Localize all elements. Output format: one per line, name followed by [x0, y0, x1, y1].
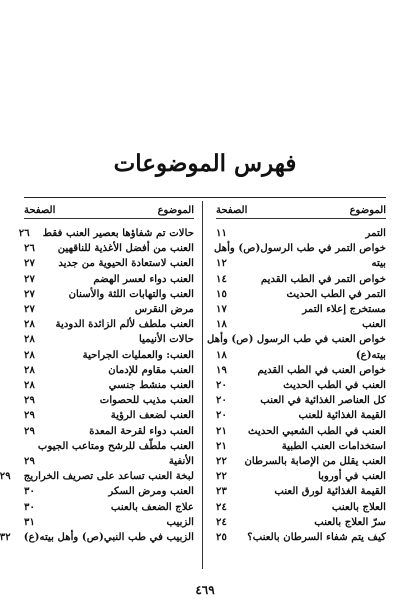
toc-entry [216, 256, 386, 271]
toc-entry [24, 484, 194, 499]
toc-entry-topic: العنب في أوروبا [318, 470, 386, 483]
toc-entry-page: ٢٨ [24, 363, 35, 376]
toc-entry-topic: العنب: والعمليات الجراحية [82, 348, 194, 361]
toc-entry [24, 287, 194, 302]
toc-entry [24, 378, 194, 393]
toc-entry [216, 363, 386, 378]
toc-entry [0, 469, 194, 484]
toc-entry-topic: العنب دواء لقرحة المعدة [89, 424, 194, 437]
toc-entry-topic: حالات تم شفاؤها بعصير العنب فقط [42, 227, 194, 239]
toc-entry-topic: سرّ العلاج بالعنب [314, 515, 386, 528]
toc-entry [24, 348, 194, 363]
toc-entry-topic: العنب والتهابات اللثة والأسنان [68, 287, 194, 300]
toc-entry [207, 332, 386, 347]
toc-entry-page: ٢١ [216, 439, 227, 452]
toc-entry-page: ١٤ [216, 272, 227, 285]
toc-entry-topic: الزبيب في طب النبي(ص) وأهل بيته(ع) [23, 531, 194, 544]
toc-entry [216, 424, 386, 439]
toc-entry-topic: القيمة الغذائية لورق العنب [274, 485, 386, 498]
toc-entry [24, 424, 194, 439]
toc-entry-page: ٢٨ [24, 318, 35, 331]
toc-entry-page: ٢١ [216, 424, 227, 437]
toc-entry-page: ١٧ [216, 303, 227, 316]
toc-entry-page: ١٨ [216, 348, 227, 361]
toc-entry-topic: بيته(ع) [355, 348, 386, 361]
toc-entry-topic: كل العناصر الغذائية في العنب [260, 394, 386, 407]
toc-entry-page: ٢٠ [216, 409, 227, 422]
column-divider [202, 201, 203, 569]
toc-entry-topic: العنب دواء لعسر الهضم [93, 272, 194, 285]
toc-entry [216, 469, 386, 484]
toc-entry-topic: الأنفية [168, 455, 194, 468]
page-header: الصفحة [24, 205, 56, 216]
toc-entry [0, 530, 194, 545]
toc-entry-topic: مستخرج إعلاء التمر [302, 303, 386, 316]
toc-entry [24, 500, 194, 515]
toc-entry-page: ٢٠ [216, 379, 227, 392]
toc-entry-page: ١٩ [216, 363, 227, 376]
toc-entry [216, 272, 386, 287]
toc-list-left [0, 226, 194, 545]
toc-entry-page: ٢٩ [24, 455, 35, 468]
toc-entry [24, 256, 194, 271]
toc-entry [216, 530, 386, 545]
toc-entry-topic: التمر [365, 227, 386, 239]
toc-entry-page: ٢٧ [24, 272, 35, 285]
toc-entry-topic: علاج الضعف بالعنب [110, 500, 194, 513]
toc-entry [216, 241, 386, 256]
toc-entry-topic: العنب في الطب الشعبي الحديث [248, 424, 386, 437]
toc-entry-page: ٢٩ [24, 424, 35, 437]
toc-entry [24, 332, 194, 347]
toc-entry [216, 454, 386, 469]
toc-entry-topic: كيف يتم شفاء السرطان بالعنب؟ [247, 531, 386, 544]
toc-entry-page: ٢٢ [216, 470, 227, 483]
toc-list-right [207, 226, 386, 545]
toc-entry-topic: العنب لاستعادة الحيوية من جديد [58, 257, 194, 270]
toc-entry-topic: العنب في الطب الحديث [283, 379, 386, 392]
toc-entry [24, 393, 194, 408]
toc-entry-page: ٢٧ [24, 287, 35, 300]
toc-entry-page: ٢٨ [24, 333, 35, 346]
toc-entry-page: ٢٢ [216, 455, 227, 468]
toc-entry [18, 226, 194, 241]
toc-entry-topic: العنب مقاوم للإدمان [108, 363, 194, 376]
toc-entry-topic: خواص العنب في طب الرسول (ص) وأهل [207, 333, 386, 346]
toc-entry-page: ٢٦ [24, 242, 35, 255]
page-title: فهرس الموضوعات [113, 150, 297, 177]
header-rule [24, 197, 386, 198]
toc-entry-topic: العنب مذيب للحصوات [99, 394, 194, 407]
toc-entry-page: ٣٢ [0, 531, 11, 544]
toc-entry-page: ١٢ [216, 257, 227, 270]
toc-entry-page: ٢٨ [24, 348, 35, 361]
toc-entry-topic: بيته [371, 257, 386, 270]
toc-entry [24, 241, 194, 256]
column-header [24, 202, 194, 219]
toc-entry [24, 272, 194, 287]
toc-entry-page: ٢٧ [24, 303, 35, 316]
toc-entry-page: ٢٧ [24, 257, 35, 270]
toc-entry-topic: خواص التمر في الطب القديم [260, 272, 386, 285]
toc-entry [24, 454, 194, 469]
toc-entry-page: ٢٠ [216, 394, 227, 407]
toc-entry [216, 500, 386, 515]
toc-entry [24, 317, 194, 332]
topic-header: الموضوع [157, 205, 194, 216]
toc-entry-page: ٢٩ [24, 394, 35, 407]
toc-entry [24, 408, 194, 423]
toc-entry-topic: العنب لضعف الرؤية [110, 409, 194, 422]
toc-entry-page: ١١ [216, 227, 227, 239]
toc-entry-topic: العنب ملطف لألم الزائدة الدودية [55, 318, 194, 331]
toc-entry-topic: العلاج بالعنب [331, 500, 386, 513]
toc-entry-topic: العنب من أفضل الأغذية للناقهين [57, 242, 194, 255]
toc-entry-page: ٢٨ [24, 379, 35, 392]
toc-entry-page: ٣١ [24, 515, 35, 528]
toc-entry [216, 302, 386, 317]
toc-entry-page: ٣٠ [24, 485, 35, 498]
toc-column-right [207, 202, 386, 545]
column-header [216, 202, 386, 219]
toc-entry [216, 515, 386, 530]
toc-entry-topic: العنب يقلل من الإصابة بالسرطان [244, 455, 386, 468]
toc-entry-page: ٢٥ [216, 531, 227, 544]
toc-entry-page: ٢٤ [216, 500, 227, 513]
toc-entry-page: ٢٩ [24, 409, 35, 422]
toc-entry [216, 378, 386, 393]
toc-entry-page: ٢٤ [216, 515, 227, 528]
toc-entry [24, 439, 194, 454]
toc-entry-topic: خواص العنب في الطب القديم [257, 363, 386, 376]
toc-entry-topic: العنب ومرض السكر [108, 485, 194, 498]
toc-entry-page: ١٥ [216, 287, 227, 300]
toc-entry-page: ٣٠ [24, 500, 35, 513]
toc-entry-topic: لبخة العنب تساعد على تصريف الخراريج [23, 470, 194, 483]
toc-entry-topic: القيمة الغذائية للعنب [298, 409, 386, 422]
toc-entry-topic: حالات الأنيميا [139, 333, 194, 346]
toc-entry-page: ٢٣ [216, 485, 227, 498]
toc-entry [216, 408, 386, 423]
page-header: الصفحة [216, 205, 248, 216]
toc-entry-topic: مرض النقرس [134, 303, 194, 316]
toc-entry-page: ٢٦ [18, 227, 30, 239]
toc-entry-topic: العنب ملطّف للرشح ومتاعب الجيوب [37, 439, 194, 452]
toc-entry-topic: التمر في الطب الحديث [286, 287, 386, 300]
toc-entry [216, 226, 386, 241]
toc-entry [216, 484, 386, 499]
toc-entry-topic: الزبيب [166, 515, 194, 528]
page-number: ٤٦٩ [195, 583, 215, 597]
toc-entry [216, 287, 386, 302]
toc-entry [24, 363, 194, 378]
toc-entry [216, 348, 386, 363]
toc-entry-topic: العنب منشط جنسي [108, 379, 194, 392]
toc-entry [24, 515, 194, 530]
toc-entry [216, 317, 386, 332]
toc-entry-topic: استخدامات العنب الطبية [281, 439, 386, 452]
topic-header: الموضوع [349, 205, 386, 216]
toc-entry-page: ٢٩ [0, 470, 11, 483]
toc-entry-topic: خواص التمر في طب الرسول(ص) وأهل [214, 242, 386, 255]
toc-entry-page: ١٨ [216, 318, 227, 331]
toc-entry [216, 393, 386, 408]
toc-entry [216, 439, 386, 454]
toc-entry-topic: العنب [362, 318, 386, 331]
toc-entry [24, 302, 194, 317]
toc-column-left [0, 202, 194, 545]
